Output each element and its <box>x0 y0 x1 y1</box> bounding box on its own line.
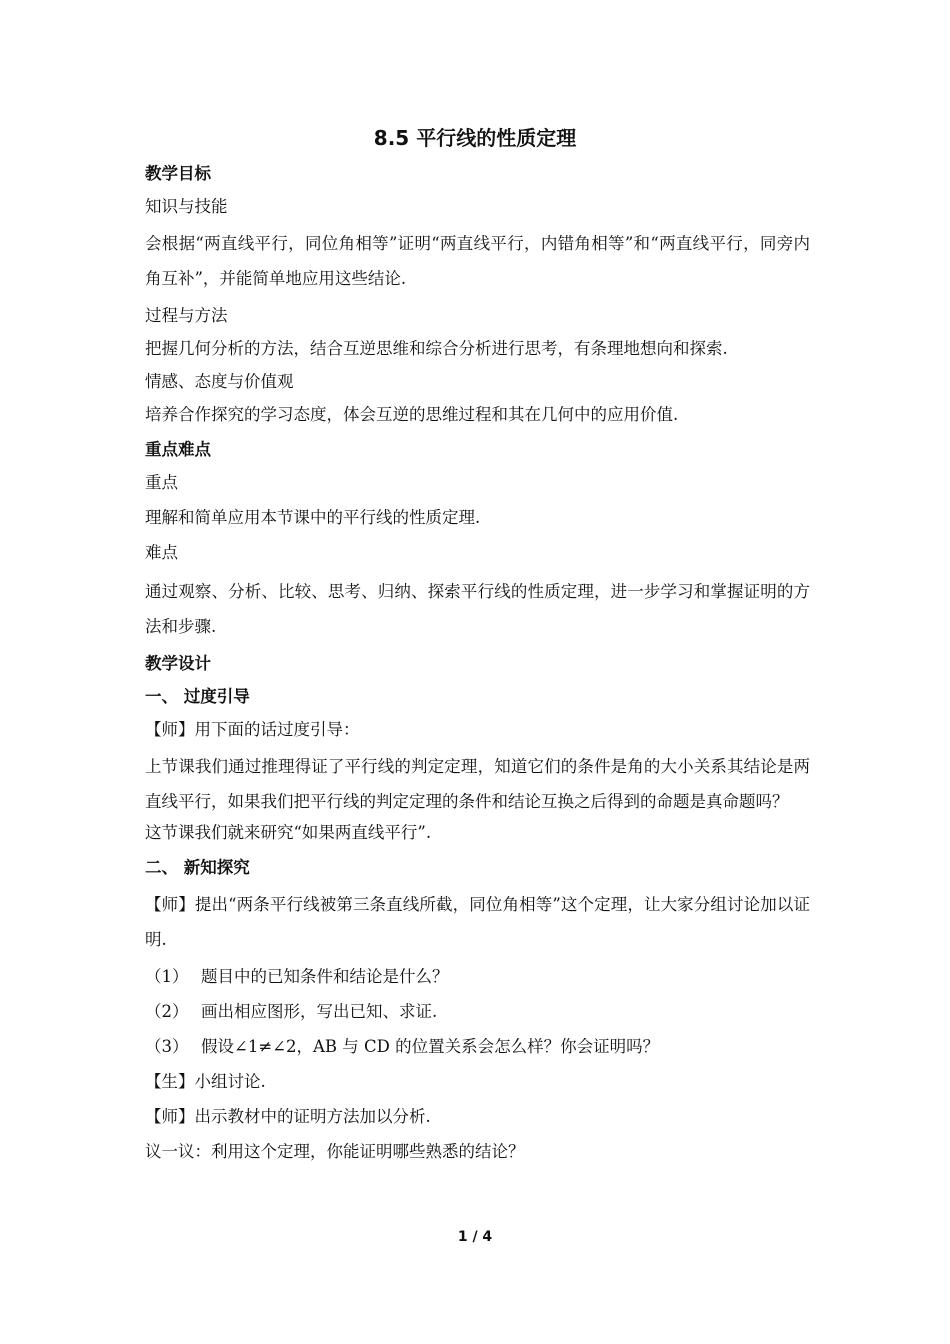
list-item-number: （3） <box>145 1037 189 1056</box>
list-item-text: 题目中的已知条件和结论是什么？ <box>201 967 449 986</box>
section2-paragraph-4: 议一议：利用这个定理，你能证明哪些熟悉的结论？ <box>145 1142 525 1161</box>
list-item <box>145 998 810 1025</box>
page-number: 1 / 4 <box>457 1229 493 1245</box>
text-key: 理解和简单应用本节课中的平行线的性质定理. <box>145 508 481 527</box>
label-process: 过程与方法 <box>145 306 228 325</box>
text-knowledge: 会根据“两直线平行，同位角相等”证明“两直线平行，内错角相等”和“两直线平行，同旁内角互补”，并能简单地应用这些结论. <box>145 234 810 288</box>
label-key: 重点 <box>145 473 178 492</box>
section2-paragraph-2: 【生】小组讨论. <box>145 1072 266 1091</box>
section2-paragraph-1: 【师】提出“两条平行线被第三条直线所截，同位角相等”这个定理，让大家分组讨论加以证明. <box>145 895 810 949</box>
label-difficult: 难点 <box>145 543 178 562</box>
heading-design: 教学设计 <box>145 654 211 673</box>
label-emotion: 情感、态度与价值观 <box>145 372 294 391</box>
list-item-number: （1） <box>145 967 189 986</box>
heading-section-2: 二、 新知探究 <box>145 858 250 877</box>
list-item <box>145 963 810 990</box>
text-difficult: 通过观察、分析、比较、思考、归纳、探索平行线的性质定理，进一步学习和掌握证明的方法和步骤. <box>145 582 810 636</box>
heading-objectives: 教学目标 <box>145 164 211 183</box>
section2-paragraph-3: 【师】出示教材中的证明方法加以分析. <box>145 1107 431 1126</box>
list-item-text: 画出相应图形，写出已知、求证. <box>201 1002 438 1021</box>
list-item-text: 假设∠1≠∠2，AB 与 CD 的位置关系会怎么样？你会证明吗？ <box>201 1037 660 1056</box>
heading-section-1: 一、 过度引导 <box>145 687 250 706</box>
text-process: 把握几何分析的方法，结合互逆思维和综合分析进行思考，有条理地想向和探索. <box>145 339 728 358</box>
section1-paragraph-2: 上节课我们通过推理得证了平行线的判定定理，知道它们的条件是角的大小关系其结论是两直线平行，如果我们把平行线的判定定理的条件和结论互换之后得到的命题是真命题吗？ <box>145 757 810 811</box>
list-item-number: （2） <box>145 1002 189 1021</box>
label-knowledge: 知识与技能 <box>145 197 228 216</box>
text-emotion: 培养合作探究的学习态度，体会互逆的思维过程和其在几何中的应用价值. <box>145 405 679 424</box>
list-item <box>145 1033 810 1060</box>
page-title: 8.5 平行线的性质定理 <box>373 126 577 150</box>
heading-keypoints: 重点难点 <box>145 440 211 459</box>
section1-paragraph-1: 【师】用下面的话过度引导： <box>145 720 360 739</box>
document-body <box>145 160 810 1165</box>
section1-paragraph-3: 这节课我们就来研究“如果两直线平行”. <box>145 823 432 842</box>
